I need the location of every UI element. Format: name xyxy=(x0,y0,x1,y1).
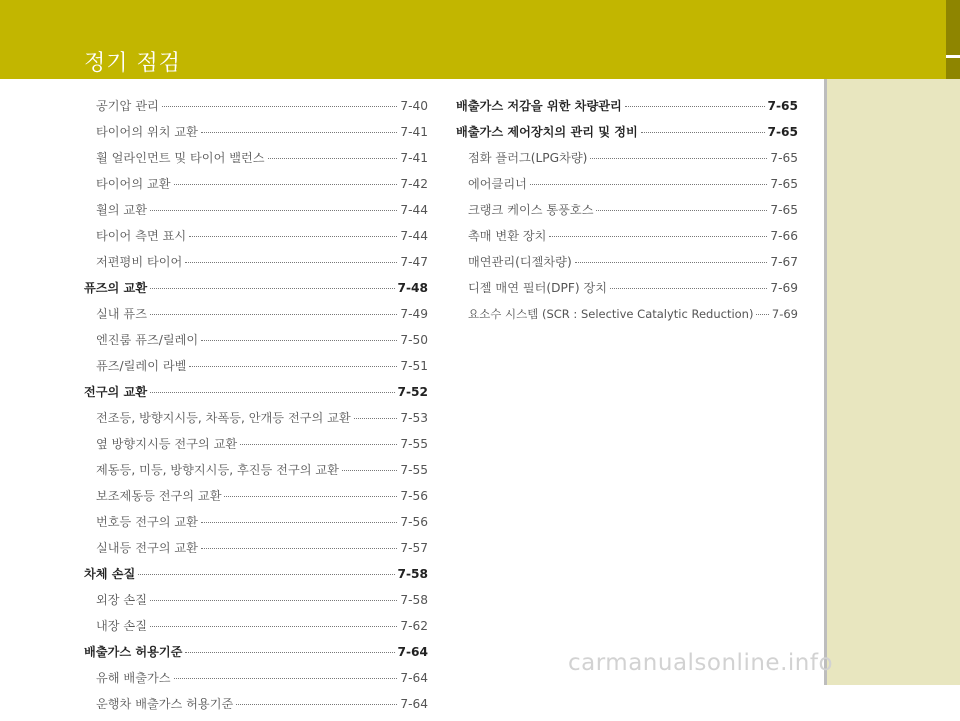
toc-dot-leader xyxy=(150,314,397,315)
toc-page-number: 7-64 xyxy=(397,645,428,659)
header-corner-block xyxy=(946,0,960,79)
toc-dot-leader xyxy=(641,132,765,133)
toc-entry-title: 배출가스 저감을 위한 차량관리 xyxy=(456,99,622,113)
toc-entry[interactable] xyxy=(84,435,428,461)
toc-entry[interactable] xyxy=(84,669,428,695)
toc-entry-title: 크랭크 케이스 통풍호스 xyxy=(468,203,594,217)
toc-dot-leader xyxy=(268,158,398,159)
watermark: carmanualsonline.info xyxy=(568,650,834,676)
toc-dot-leader xyxy=(189,236,397,237)
toc-page-number: 7-52 xyxy=(397,385,428,399)
toc-entry[interactable] xyxy=(84,487,428,513)
toc-page-number: 7-64 xyxy=(400,697,428,711)
toc-dot-leader xyxy=(240,444,397,445)
toc-entry[interactable] xyxy=(84,513,428,539)
toc-page-number: 7-66 xyxy=(770,229,798,243)
toc-page-number: 7-41 xyxy=(400,151,428,165)
toc-entry-title: 유해 배출가스 xyxy=(96,671,171,685)
toc-entry-title: 운행차 배출가스 허용기준 xyxy=(96,697,234,711)
toc-entry[interactable] xyxy=(84,617,428,643)
toc-entry-title: 타이어의 교환 xyxy=(96,177,171,191)
toc-entry[interactable] xyxy=(456,149,798,175)
toc-entry[interactable] xyxy=(84,175,428,201)
toc-entry[interactable] xyxy=(456,175,798,201)
toc-page-number: 7-56 xyxy=(400,515,428,529)
toc-entry[interactable] xyxy=(456,97,798,123)
toc-page-number: 7-44 xyxy=(400,203,428,217)
toc-dot-leader xyxy=(150,626,397,627)
toc-dot-leader xyxy=(150,288,394,289)
toc-entry-title: 배출가스 허용기준 xyxy=(84,645,183,659)
toc-entry-title: 실내등 전구의 교환 xyxy=(96,541,198,555)
toc-entry[interactable] xyxy=(84,305,428,331)
toc-page-number: 7-62 xyxy=(400,619,428,633)
toc-dot-leader xyxy=(590,158,767,159)
toc-page-number: 7-65 xyxy=(767,125,798,139)
toc-entry[interactable] xyxy=(84,695,428,721)
toc-entry-title: 실내 퓨즈 xyxy=(96,307,147,321)
toc-dot-leader xyxy=(138,574,394,575)
toc-page-number: 7-65 xyxy=(770,203,798,217)
toc-entry-title: 공기압 관리 xyxy=(96,99,159,113)
toc-entry-title: 타이어의 위치 교환 xyxy=(96,125,198,139)
toc-page-number: 7-65 xyxy=(767,99,798,113)
toc-entry-title: 외장 손질 xyxy=(96,593,147,607)
toc-page-number: 7-56 xyxy=(400,489,428,503)
toc-entry[interactable] xyxy=(84,409,428,435)
toc-dot-leader xyxy=(201,522,397,523)
toc-page-number: 7-65 xyxy=(770,177,798,191)
toc-entry-title: 디젤 매연 필터(DPF) 장치 xyxy=(468,281,608,295)
toc-dot-leader xyxy=(610,288,767,289)
toc-entry[interactable] xyxy=(456,201,798,227)
toc-page-number: 7-44 xyxy=(400,229,428,243)
header-corner-stripe xyxy=(946,55,960,58)
toc-dot-leader xyxy=(575,262,768,263)
toc-page-number: 7-69 xyxy=(770,281,798,295)
toc-dot-leader xyxy=(174,678,398,679)
toc-entry-title: 퓨즈의 교환 xyxy=(84,281,148,295)
toc-entry[interactable] xyxy=(84,253,428,279)
toc-entry-title: 휠 얼라인먼트 및 타이어 밸런스 xyxy=(96,151,265,165)
toc-entry-title: 요소수 시스템 (SCR : Selective Catalytic Reduction) xyxy=(468,307,754,321)
toc-entry[interactable] xyxy=(456,227,798,253)
toc-page-number: 7-64 xyxy=(400,671,428,685)
toc-page-number: 7-40 xyxy=(400,99,428,113)
toc-entry-title: 점화 플러그(LPG차량) xyxy=(468,151,588,165)
toc-entry-title: 차체 손질 xyxy=(84,567,136,581)
toc-page-number: 7-42 xyxy=(400,177,428,191)
toc-entry-title: 저편평비 타이어 xyxy=(96,255,183,269)
toc-dot-leader xyxy=(201,548,397,549)
toc-left-column xyxy=(84,97,428,721)
toc-entry-title: 제동등, 미등, 방향지시등, 후진등 전구의 교환 xyxy=(96,463,339,477)
toc-page-number: 7-51 xyxy=(400,359,428,373)
toc-dot-leader xyxy=(150,600,397,601)
toc-dot-leader xyxy=(162,106,398,107)
page-title: 정기 점검 xyxy=(84,51,182,76)
toc-entry-title: 배출가스 제어장치의 관리 및 정비 xyxy=(456,125,638,139)
toc-dot-leader xyxy=(625,106,765,107)
toc-entry-title: 전구의 교환 xyxy=(84,385,148,399)
toc-page-number: 7-65 xyxy=(770,151,798,165)
toc-entry[interactable] xyxy=(84,461,428,487)
toc-entry-title: 옆 방향지시등 전구의 교환 xyxy=(96,437,238,451)
toc-entry-title: 전조등, 방향지시등, 차폭등, 안개등 전구의 교환 xyxy=(96,411,351,425)
toc-entry[interactable] xyxy=(84,565,428,591)
toc-right-column xyxy=(456,97,798,331)
toc-entry-title: 타이어 측면 표시 xyxy=(96,229,187,243)
toc-entry[interactable] xyxy=(84,591,428,617)
toc-page-number: 7-53 xyxy=(400,411,428,425)
toc-entry-title: 보조제동등 전구의 교환 xyxy=(96,489,222,503)
toc-dot-leader xyxy=(549,236,767,237)
toc-entry-title: 에어클리너 xyxy=(468,177,527,191)
toc-page-number: 7-55 xyxy=(400,437,428,451)
toc-entry[interactable] xyxy=(84,643,428,669)
toc-entry-title: 내장 손질 xyxy=(96,619,147,633)
toc-entry-title: 휠의 교환 xyxy=(96,203,147,217)
toc-page-number: 7-55 xyxy=(400,463,428,477)
toc-entry-title: 엔진룸 퓨즈/릴레이 xyxy=(96,333,199,347)
toc-entry-title: 퓨즈/릴레이 라벨 xyxy=(96,359,187,373)
toc-dot-leader xyxy=(185,652,394,653)
toc-entry[interactable] xyxy=(456,253,798,279)
toc-page-number: 7-48 xyxy=(397,281,428,295)
toc-dot-leader xyxy=(756,314,768,315)
toc-entry[interactable] xyxy=(456,123,798,149)
toc-entry-title: 매연관리(디젤차량) xyxy=(468,255,572,269)
toc-page-number: 7-57 xyxy=(400,541,428,555)
toc-page-number: 7-41 xyxy=(400,125,428,139)
toc-page-number: 7-58 xyxy=(400,593,428,607)
toc-page-number: 7-67 xyxy=(770,255,798,269)
toc-entry-title: 번호등 전구의 교환 xyxy=(96,515,198,529)
toc-dot-leader xyxy=(596,210,767,211)
toc-entry[interactable] xyxy=(84,123,428,149)
toc-entry[interactable] xyxy=(84,331,428,357)
toc-dot-leader xyxy=(236,704,397,705)
toc-entry[interactable] xyxy=(84,201,428,227)
toc-page-number: 7-47 xyxy=(400,255,428,269)
toc-entry-title: 촉매 변환 장치 xyxy=(468,229,547,243)
toc-entry[interactable] xyxy=(456,305,798,331)
toc-dot-leader xyxy=(185,262,397,263)
side-tab-panel xyxy=(827,79,960,685)
toc-dot-leader xyxy=(342,470,397,471)
toc-dot-leader xyxy=(224,496,397,497)
toc-entry[interactable] xyxy=(84,539,428,565)
toc-entry[interactable] xyxy=(84,149,428,175)
toc-page-number: 7-69 xyxy=(771,307,798,321)
toc-entry[interactable] xyxy=(456,279,798,305)
toc-dot-leader xyxy=(201,132,397,133)
toc-page-number: 7-58 xyxy=(397,567,428,581)
toc-page-number: 7-50 xyxy=(400,333,428,347)
toc-entry[interactable] xyxy=(84,227,428,253)
toc-entry[interactable] xyxy=(84,357,428,383)
toc-entry[interactable] xyxy=(84,97,428,123)
toc-dot-leader xyxy=(189,366,397,367)
toc-dot-leader xyxy=(354,418,398,419)
toc-dot-leader xyxy=(530,184,767,185)
toc-entry[interactable] xyxy=(84,383,428,409)
toc-dot-leader xyxy=(150,210,397,211)
toc-entry[interactable] xyxy=(84,279,428,305)
toc-page-number: 7-49 xyxy=(400,307,428,321)
toc-dot-leader xyxy=(174,184,398,185)
toc-dot-leader xyxy=(201,340,397,341)
toc-dot-leader xyxy=(150,392,394,393)
